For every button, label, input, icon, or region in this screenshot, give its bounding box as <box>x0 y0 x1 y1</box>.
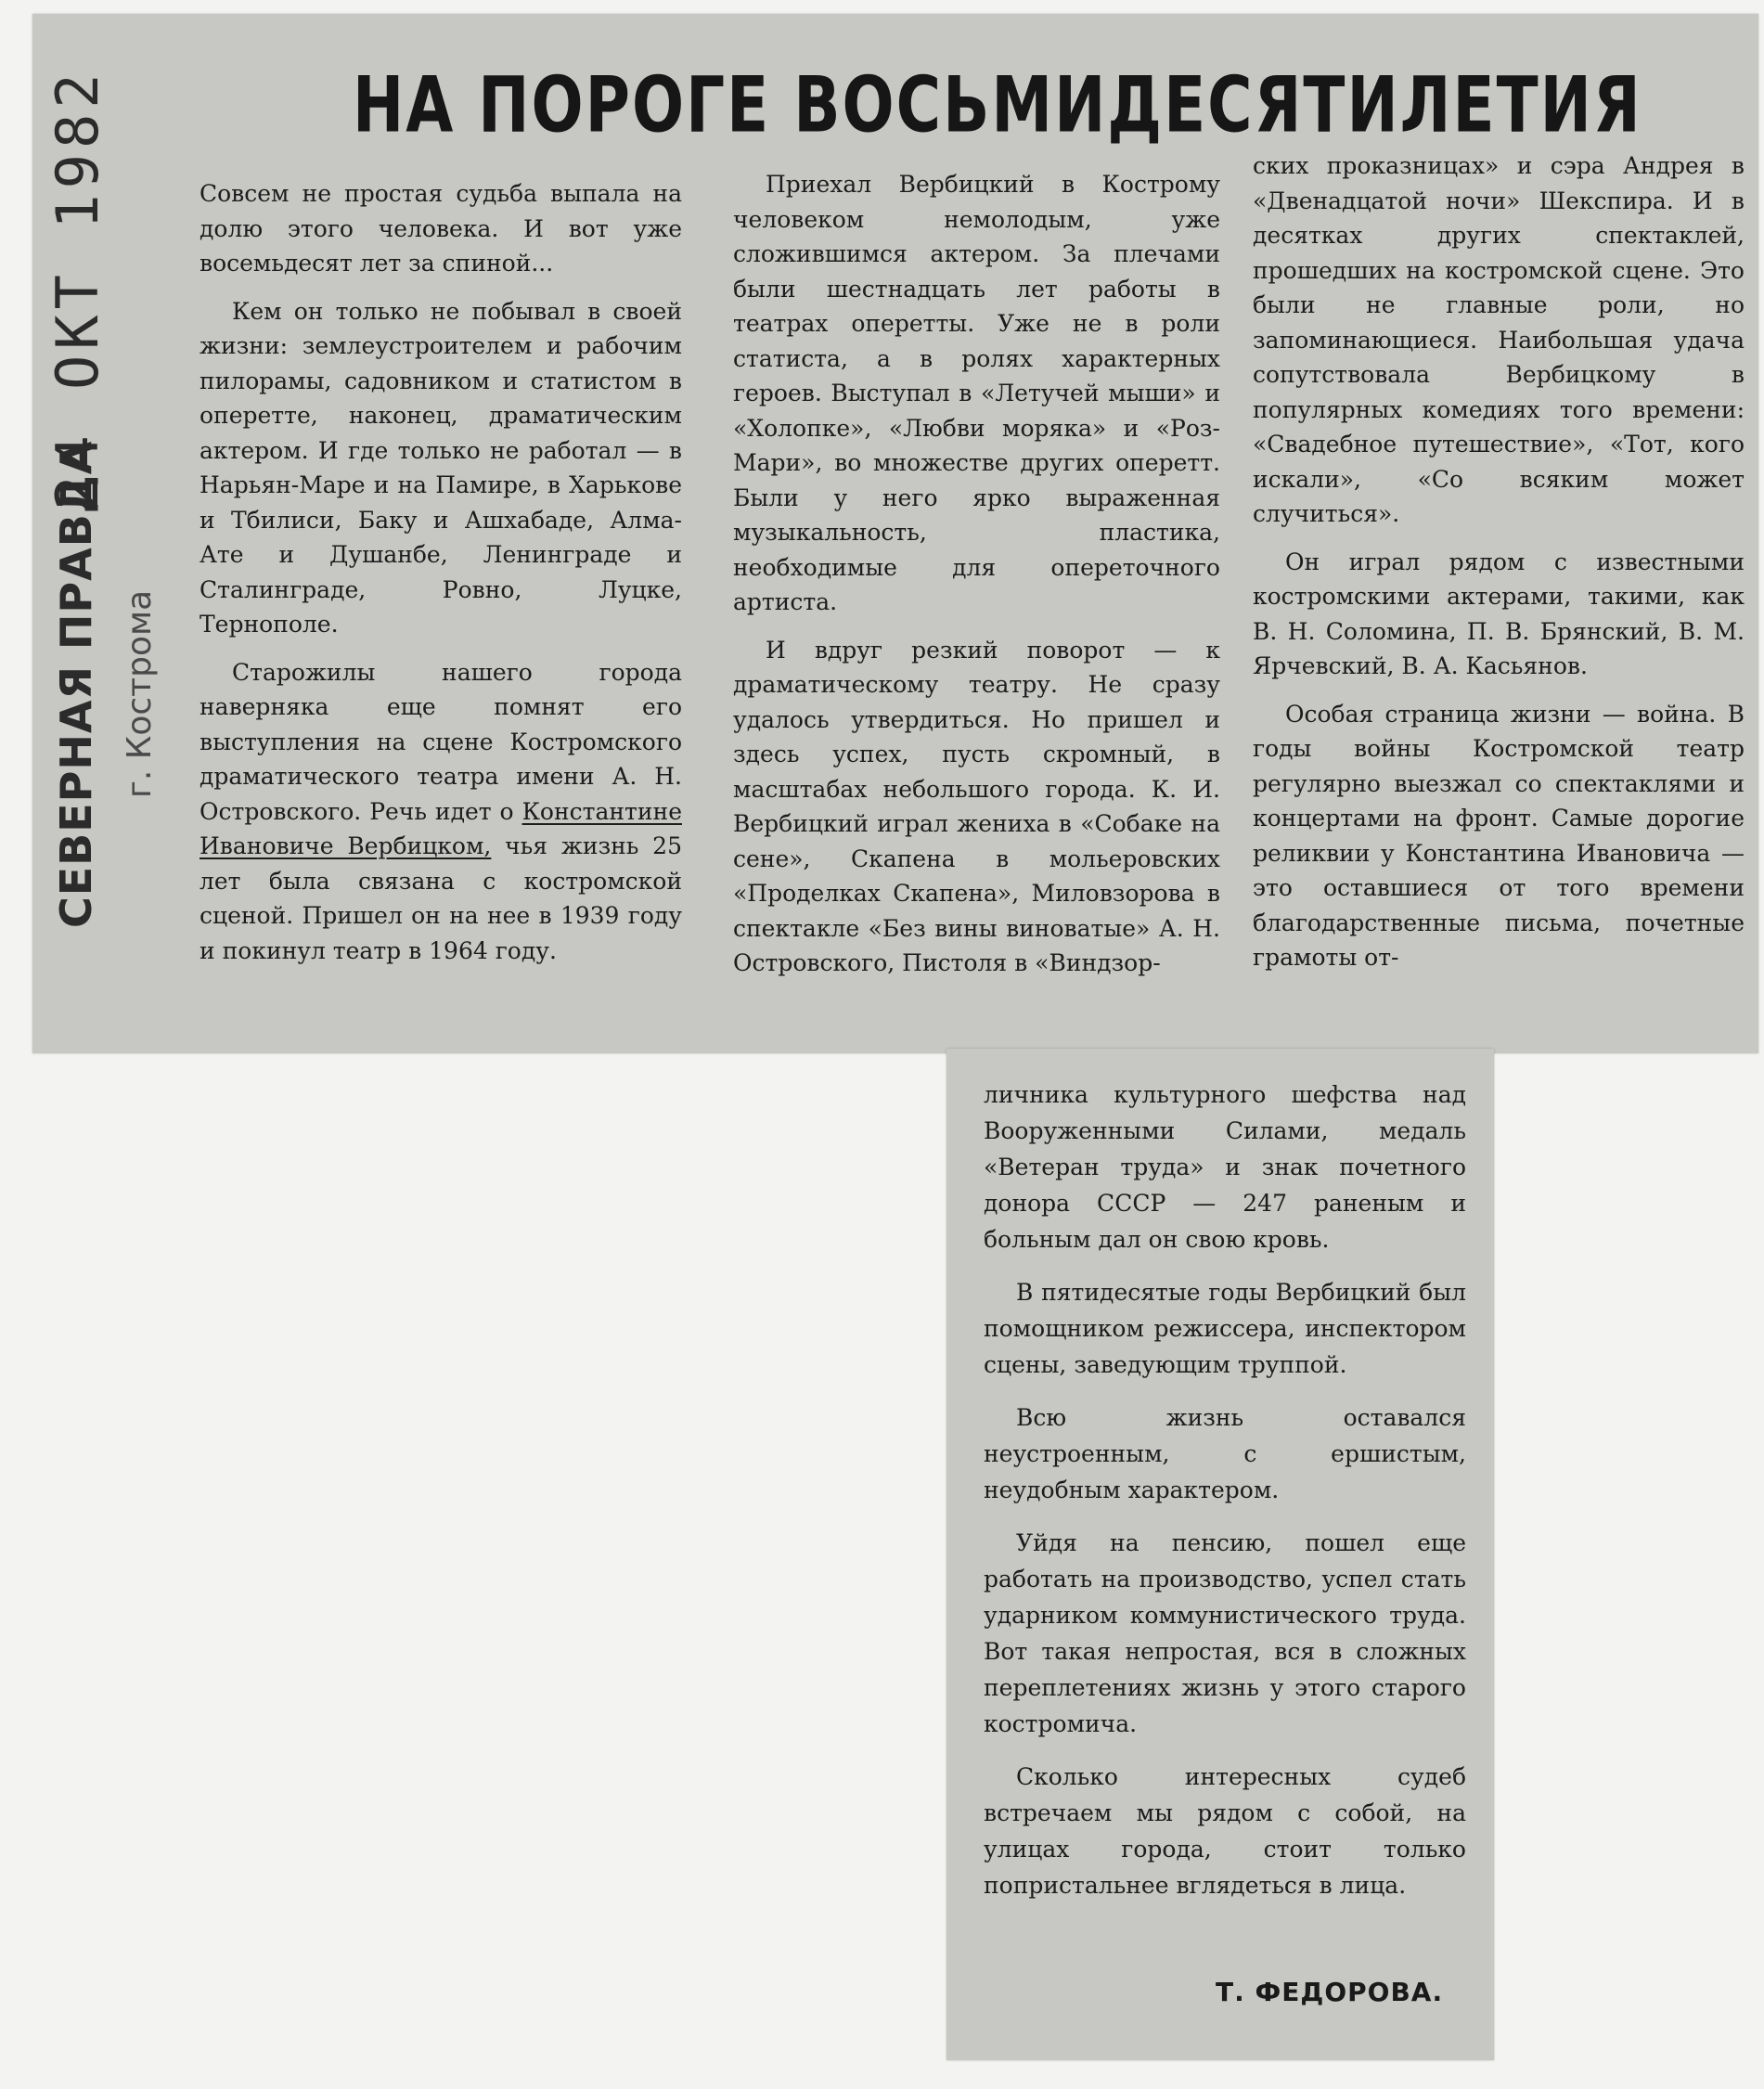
paragraph <box>200 655 682 969</box>
paragraph: Кем он только не побывал в своей жизни: землеустроителем и рабочим пилорамы, садовником и статистом в оперетте, наконец, драматическим актером. И где только не работал — в Нарьян-Маре и на Памире, в Харькове и Тбилиси, Баку и Ашхабаде, Алма-Ате и Душанбе, Ленинграде и Сталинграде, Ровно, Луцке, Тернополе. <box>200 297 682 638</box>
paragraph: личника культурного шефства над Вооруженными Силами, медаль «Ветеран труда» и знак почетного донора СССР — 247 раненым и больным дал он свою кровь. <box>984 1081 1466 1253</box>
stamp-city: г. Кострома <box>121 589 159 798</box>
paragraph: В пятидесятые годы Вербицкий был помощником режиссера, инспектором сцены, заведующим труппой. <box>984 1279 1466 1378</box>
article-headline: НА ПОРОГЕ ВОСЬМИДЕСЯТИЛЕТИЯ <box>353 60 1642 150</box>
article-column-4 <box>984 1077 1466 1920</box>
newspaper-stamp <box>44 19 181 928</box>
paragraph: Особая страница жизни — война. В годы войны Костромской театр регулярно выезжал со спектаклями и концертами на фронт. Самые дорогие реликвии у Константина Ивановича — это оставшиеся от того времени благодарственные письма, почетные грамоты от- <box>1253 700 1745 971</box>
article-column-3 <box>1253 148 1745 988</box>
paragraph: Приехал Вербицкий в Кострому человеком немолодым, уже сложившимся актером. За плечами были шестнадцать лет работы в театрах оперетты. Уже не в роли статиста, а в ролях характерных героев. Выступал в «Летучей мыши» и «Холопке», «Любви моряка» и «Роз-Мари», во множестве других оперетт. Были у него ярко выраженная музыкальность, пластика, необходимые для опереточного артиста. <box>733 171 1220 615</box>
paragraph: Он играл рядом с известными костромскими актерами, такими, как В. Н. Соломина, П. В. Брянский, В. М. Ярчевский, В. А. Касьянов. <box>1253 548 1745 679</box>
paragraph: Сколько интересных судеб встречаем мы рядом с собой, на улицах города, стоит только попристальнее вглядеться в лица. <box>984 1763 1466 1899</box>
paragraph: ских проказницах» и сэра Андрея в «Двенадцатой ночи» Шекспира. И в десятках других спектаклей, прошедших на костромской сцене. Это были не главные роли, но запоминающиеся. Наибольшая удача сопутствовала Вербицкому в популярных комедиях того времени: «Свадебное путешествие», «Тот, кого искали», «Со всяким может случиться». <box>1253 152 1745 527</box>
paragraph: И вдруг резкий поворот — к драматическому театру. Не сразу удалось утвердиться. Но пришел и здесь успех, пусть скромный, в масштабах небольшого города. К. И. Вербицкий играл жениха в «Собаке на сене», Скапена в мольеровских «Проделках Скапена», Миловзорова в спектакле «Без вины виноватые» А. Н. Островского, Пистоля в «Виндзор- <box>733 636 1220 976</box>
paragraph-text: чья жизнь 25 лет была связана с костромской сценой. Пришел он на нее в 1939 году и покинул театр в 1964 году. <box>200 832 682 964</box>
stamp-date: 24 ОКТ 1982 <box>44 68 111 510</box>
article-column-1 <box>200 176 682 981</box>
author-signature: Т. ФЕДОРОВА. <box>1216 1977 1444 2007</box>
paragraph: Уйдя на пенсию, пошел еще работать на производство, успел стать ударником коммунистического труда. Вот такая непростая, вся в сложных переплетениях жизнь у этого старого костромича. <box>984 1529 1466 1737</box>
paragraph-text: Старожилы нашего города наверняка еще помнят его выступления на сцене Костромского драматического театра имени А. Н. Островского. Речь идет о <box>200 658 682 825</box>
paragraph: Совсем не простая судьба выпала на долю этого человека. И вот уже восемьдесят лет за спиной... <box>200 180 682 277</box>
paragraph: Всю жизнь оставался неустроенным, с ершистым, неудобным характером. <box>984 1404 1466 1503</box>
article-column-2 <box>733 167 1220 994</box>
underlined-name: Константине Ивановиче Вербицком, <box>200 797 682 859</box>
stamp-newspaper-name: СЕВЕРНАЯ ПРАВДА <box>51 440 101 928</box>
